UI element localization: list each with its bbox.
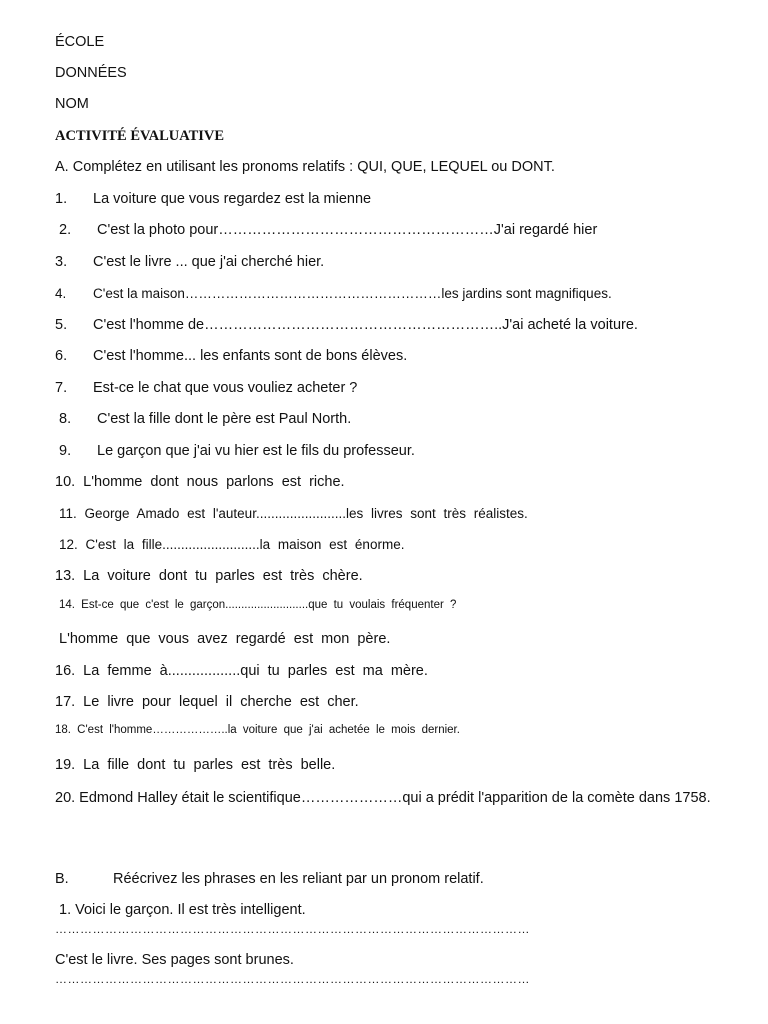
item-number: 7.: [55, 380, 68, 396]
list-item: 19. La fille dont tu parles est très belle.: [55, 757, 336, 773]
item-number: 8.: [59, 411, 72, 427]
header-school: ÉCOLE: [55, 34, 105, 50]
item-text: C'est la fille dont le père est Paul North.: [97, 411, 352, 427]
answer-line: ……………………………………………………………………………………………………: [55, 972, 530, 986]
item-text: C'est l'homme de……………………………………………………..J'ai acheté la voiture.: [93, 317, 638, 333]
list-item: 14. Est-ce que c'est le garçon..........................que tu voulais fréquenter ?: [59, 599, 457, 611]
list-item: 13. La voiture dont tu parles est très chère.: [55, 568, 363, 584]
list-item: [59, 411, 351, 427]
page-title: ACTIVITÉ ÉVALUATIVE: [55, 128, 225, 144]
item-text: La voiture que vous regardez est la mienne: [93, 191, 372, 207]
item-text: Le garçon que j'ai vu hier est le fils du professeur.: [97, 443, 415, 459]
section-b-header: [55, 871, 484, 887]
list-item: 18. C'est l'homme………………..la voiture que j'ai achetée le mois dernier.: [55, 724, 460, 736]
list-item: [55, 348, 407, 364]
section-a-instruction: A. Complétez en utilisant les pronoms relatifs : QUI, QUE, LEQUEL ou DONT.: [55, 159, 555, 175]
item-number: 1.: [55, 191, 68, 207]
list-item: 17. Le livre pour lequel il cherche est cher.: [55, 694, 359, 710]
item-number: 2.: [59, 222, 72, 238]
item-number: 9.: [59, 443, 72, 459]
list-item: [55, 254, 324, 270]
list-item: [55, 317, 638, 333]
list-item: [55, 191, 371, 207]
rewrite-item: C'est le livre. Ses pages sont brunes.: [55, 952, 294, 968]
list-item: [55, 286, 612, 301]
answer-line: ……………………………………………………………………………………………………: [55, 922, 530, 936]
rewrite-item: 1. Voici le garçon. Il est très intelligent.: [59, 902, 306, 918]
item-text: C'est la maison…………………………………………………les jardins sont magnifiques.: [93, 286, 612, 301]
item-number: 4.: [55, 286, 67, 301]
list-item: 16. La femme à..................qui tu parles est ma mère.: [55, 663, 428, 679]
list-item: [59, 443, 415, 459]
list-item: [55, 380, 357, 396]
list-item: [59, 222, 597, 238]
item-text: Est-ce le chat que vous vouliez acheter ?: [93, 380, 358, 396]
item-number: 3.: [55, 254, 68, 270]
section-b-label: B.: [55, 871, 69, 887]
list-item: 20. Edmond Halley était le scientifique…………………qui a prédit l'apparition de la comète dans 1758.: [55, 790, 711, 806]
section-b-instruction: Réécrivez les phrases en les reliant par un pronom relatif.: [113, 871, 484, 887]
item-number: 6.: [55, 348, 68, 364]
list-item: 11. George Amado est l'auteur........................les livres sont très réalistes.: [59, 506, 528, 521]
list-item: 10. L'homme dont nous parlons est riche.: [55, 474, 345, 490]
header-data: DONNÉES: [55, 65, 127, 81]
list-item: 12. C'est la fille..........................la maison est énorme.: [59, 537, 405, 552]
item-number: 5.: [55, 317, 68, 333]
header-name: NOM: [55, 96, 89, 112]
list-item: L'homme que vous avez regardé est mon père.: [59, 631, 391, 647]
item-text: C'est l'homme... les enfants sont de bons élèves.: [93, 348, 408, 364]
item-text: C'est le livre ... que j'ai cherché hier.: [93, 254, 325, 270]
item-text: C'est la photo pour…………………………………………………J'ai regardé hier: [97, 222, 598, 238]
